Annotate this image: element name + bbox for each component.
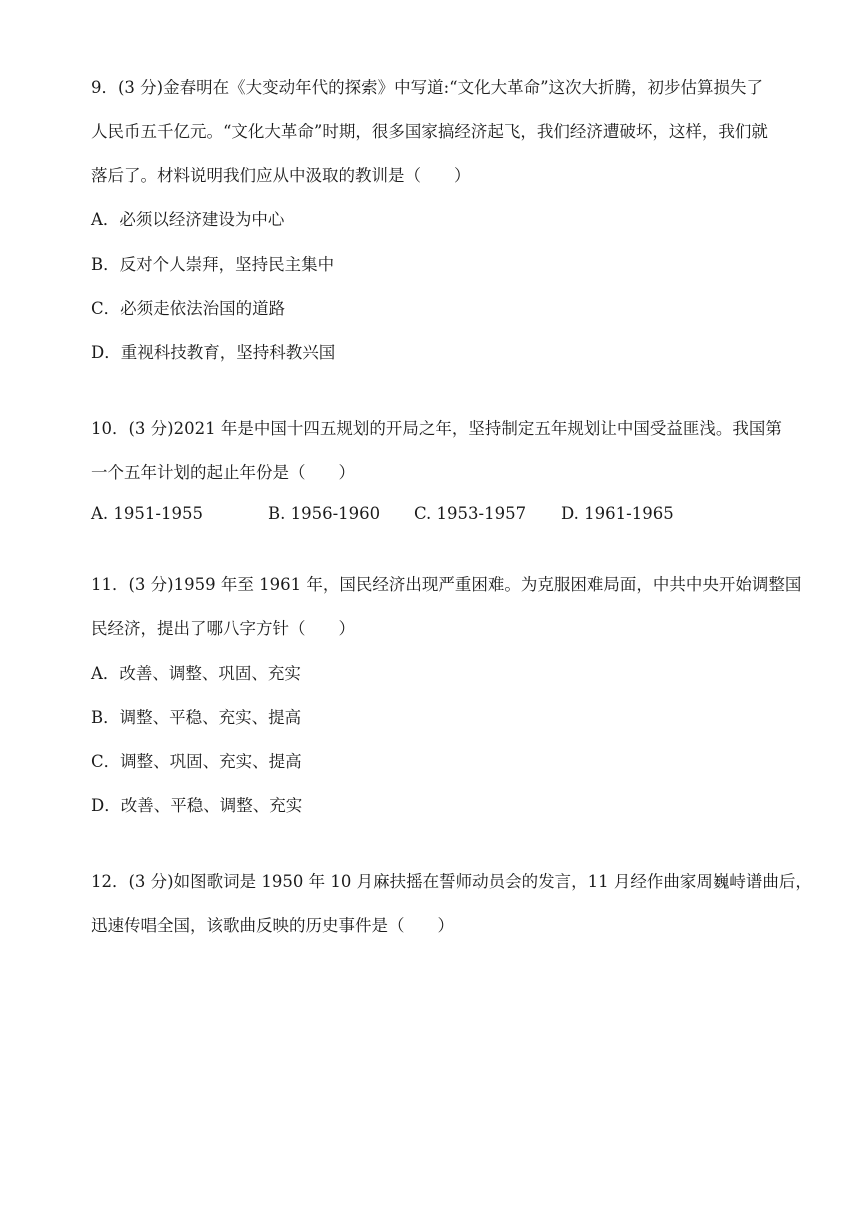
question-9-option-d: D．重视科技教育，坚持科教兴国 [91, 343, 336, 362]
question-9-line-3: 落后了。材料说明我们应从中汲取的教训是（ ） [91, 166, 471, 185]
question-9-line-1: 9．(3 分)金春明在《大变动年代的探索》中写道:“文化大革命”这次大折腾，初步估算损失了 [91, 78, 764, 97]
question-10-option-d: D. 1961-1965 [561, 504, 674, 523]
question-9-option-c: C．必须走依法治国的道路 [91, 299, 286, 318]
question-11-option-c: C．调整、巩固、充实、提高 [91, 752, 302, 771]
question-10-option-c: C. 1953-1957 [414, 504, 527, 523]
question-9-line-2: 人民币五千亿元。“文化大革命”时期，很多国家搞经济起飞，我们经济遭破坏，这样，我们就 [91, 122, 768, 141]
question-10-option-b: B. 1956-1960 [268, 504, 381, 523]
question-12-line-1: 12．(3 分)如图歌词是 1950 年 10 月麻扶摇在誓师动员会的发言，11 月经作曲家周巍峙谱曲后， [91, 872, 812, 891]
question-11-option-d: D．改善、平稳、调整、充实 [91, 796, 303, 815]
question-10-line-1: 10．(3 分)2021 年是中国十四五规划的开局之年，坚持制定五年规划让中国受益匪浅。我国第 [91, 419, 782, 438]
question-11-line-1: 11．(3 分)1959 年至 1961 年，国民经济出现严重困难。为克服困难局面，中共中央开始调整国 [91, 575, 802, 594]
question-11-line-2: 民经济，提出了哪八字方针（ ） [91, 619, 355, 638]
question-9-option-b: B．反对个人崇拜，坚持民主集中 [91, 255, 335, 274]
question-11-option-a: A．改善、调整、巩固、充实 [91, 664, 301, 683]
question-11-option-b: B．调整、平稳、充实、提高 [91, 708, 302, 727]
question-10-option-a: A. 1951-1955 [91, 504, 203, 523]
question-9-option-a: A．必须以经济建设为中心 [91, 210, 285, 229]
question-10-line-2: 一个五年计划的起止年份是（ ） [91, 463, 355, 482]
question-12-line-2: 迅速传唱全国，该歌曲反映的历史事件是（ ） [91, 916, 454, 935]
